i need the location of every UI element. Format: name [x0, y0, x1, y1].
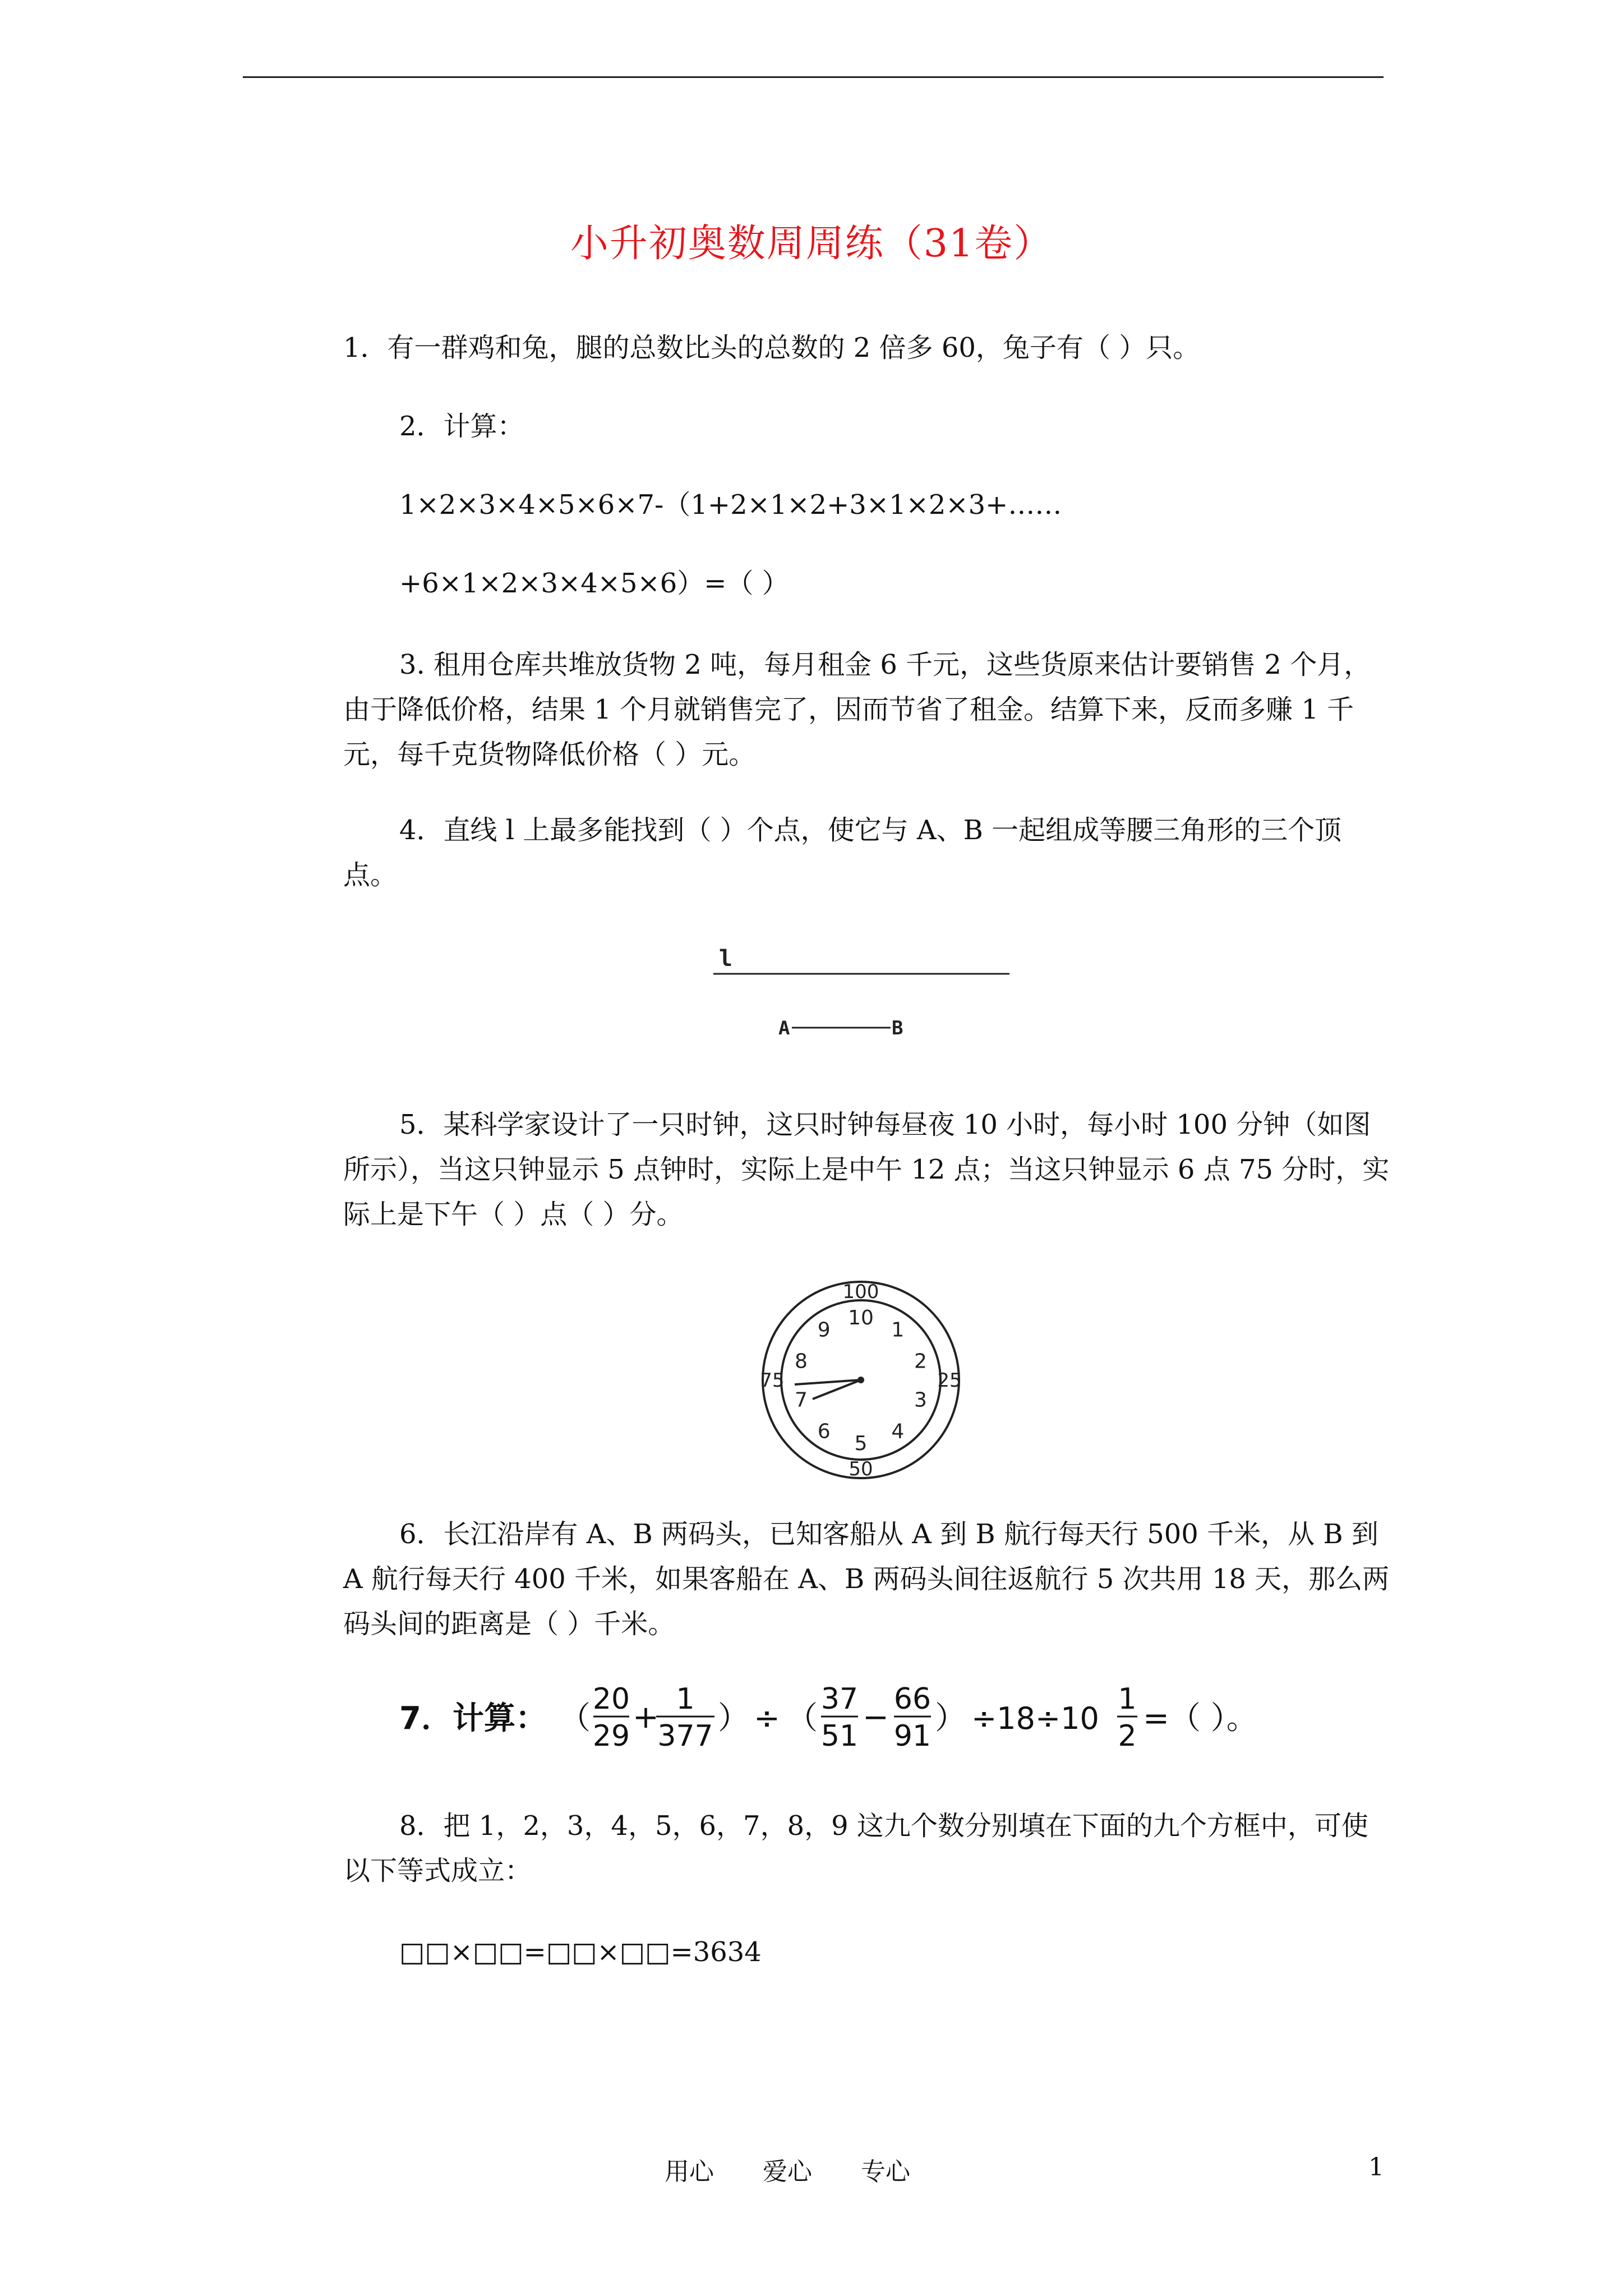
question-7-formula [399, 1683, 1325, 1750]
page-title: 小升初奥数周周练（31卷） [570, 222, 1053, 266]
q7-left-paren-1: （ [559, 1700, 591, 1737]
question-2-line-2: +6×1×2×3×4×5×6）=（ ） [399, 568, 789, 599]
q7-fraction-1-denominator: 29 [592, 1719, 630, 1750]
clock-hour-label: 7 [795, 1388, 808, 1412]
question-8-equation: □□×□□=□□×□□=3634 [399, 1936, 762, 1968]
q7-fraction-2-numerator: 1 [676, 1683, 695, 1716]
question-3: 3. 租用仓库共堆放货物 2 吨，每月租金 6 千元，这些货原来估计要销售 2 个月，由于降低价格，结果 1 个月就销售完了，因而节省了租金。结算下来，反而多赚 1 千元，每千克货物降低价格（ ）元。 [343, 649, 1371, 770]
clock-hour-label: 6 [817, 1420, 831, 1443]
q7-minus: − [863, 1699, 889, 1736]
q7-fraction-4-numerator: 66 [893, 1683, 932, 1716]
clock-minute-label: 50 [849, 1458, 873, 1480]
q7-fraction-5-numerator: 1 [1118, 1683, 1137, 1716]
clock-minute-label: 100 [842, 1281, 879, 1303]
line-l-label: l [719, 946, 733, 972]
footer-item-1: 用心 [665, 2157, 714, 2186]
point-b-label: B [892, 1017, 903, 1039]
clock-hour-label: 10 [848, 1306, 874, 1329]
q7-fraction-5-denominator: 2 [1118, 1719, 1137, 1750]
q7-fraction-3-numerator: 37 [820, 1683, 859, 1716]
clock-hour-label: 5 [854, 1432, 868, 1455]
clock-hour-label: 3 [914, 1388, 927, 1412]
question-1: 1．有一群鸡和兔，腿的总数比头的总数的 2 倍多 60，兔子有（ ）只。 [343, 332, 1200, 364]
q7-fraction-2-denominator: 377 [657, 1719, 713, 1750]
header-rule [243, 76, 1384, 78]
clock-hour-label: 8 [795, 1350, 808, 1373]
question-4: 4．直线 l 上最多能找到（ ）个点，使它与 A、B 一起组成等腰三角形的三个顶点。 [343, 815, 1342, 891]
figure-line-segment [707, 942, 1043, 1049]
q7-label: 7．计算： [399, 1700, 547, 1737]
q7-right-paren-2: ） [935, 1700, 966, 1737]
clock-hour-label: 1 [891, 1318, 905, 1342]
clock-hour-label: 4 [891, 1420, 905, 1443]
question-2-line-1: 1×2×3×4×5×6×7-（1+2×1×2+3×1×2×3+…… [399, 489, 1062, 521]
q7-divide-1: ÷ [754, 1700, 780, 1737]
q7-fraction-3-denominator: 51 [820, 1719, 859, 1750]
footer-item-3: 专心 [861, 2157, 910, 2186]
q7-left-paren-2: （ [786, 1700, 818, 1737]
clock-center [857, 1377, 864, 1383]
question-5: 5．某科学家设计了一只时钟，这只时钟每昼夜 10 小时，每小时 100 分钟（如图所示），当这只钟显示 5 点钟时，实际上是中午 12 点；当这只钟显示 6 点 75 分时，实际上是下午（ ）点（ ）分。 [343, 1109, 1390, 1230]
point-a-label: A [778, 1017, 790, 1039]
clock-hour-label: 9 [817, 1318, 831, 1342]
q7-tail: =（ ）。 [1143, 1700, 1258, 1737]
question-8: 8．把 1，2，3，4，5，6，7，8，9 这九个数分别填在下面的九个方框中，可使以下等式成立： [343, 1810, 1368, 1887]
question-6: 6．长江沿岸有 A、B 两码头，已知客船从 A 到 B 航行每天行 500 千米，从 B 到 A 航行每天行 400 千米，如果客船在 A、B 两码头间往返航行 5 次共用 18 天，那么两码头间的距离是（ ）千米。 [343, 1519, 1390, 1640]
q7-fraction-1-numerator: 20 [592, 1683, 630, 1716]
q7-divide-mixed: ÷18÷10 [971, 1701, 1099, 1736]
clock-hour-label: 2 [914, 1350, 927, 1373]
q7-fraction-4-denominator: 91 [893, 1719, 932, 1750]
clock-minute-label: 75 [760, 1369, 785, 1392]
page-number: 1 [1368, 2153, 1384, 2182]
question-2-label: 2．计算： [399, 411, 524, 442]
clock-minute-label: 25 [937, 1369, 962, 1392]
q7-plus: + [633, 1699, 659, 1736]
clock-figure [757, 1276, 965, 1484]
q7-right-paren-1: ） [718, 1700, 749, 1737]
footer-item-2: 爱心 [763, 2157, 812, 2186]
